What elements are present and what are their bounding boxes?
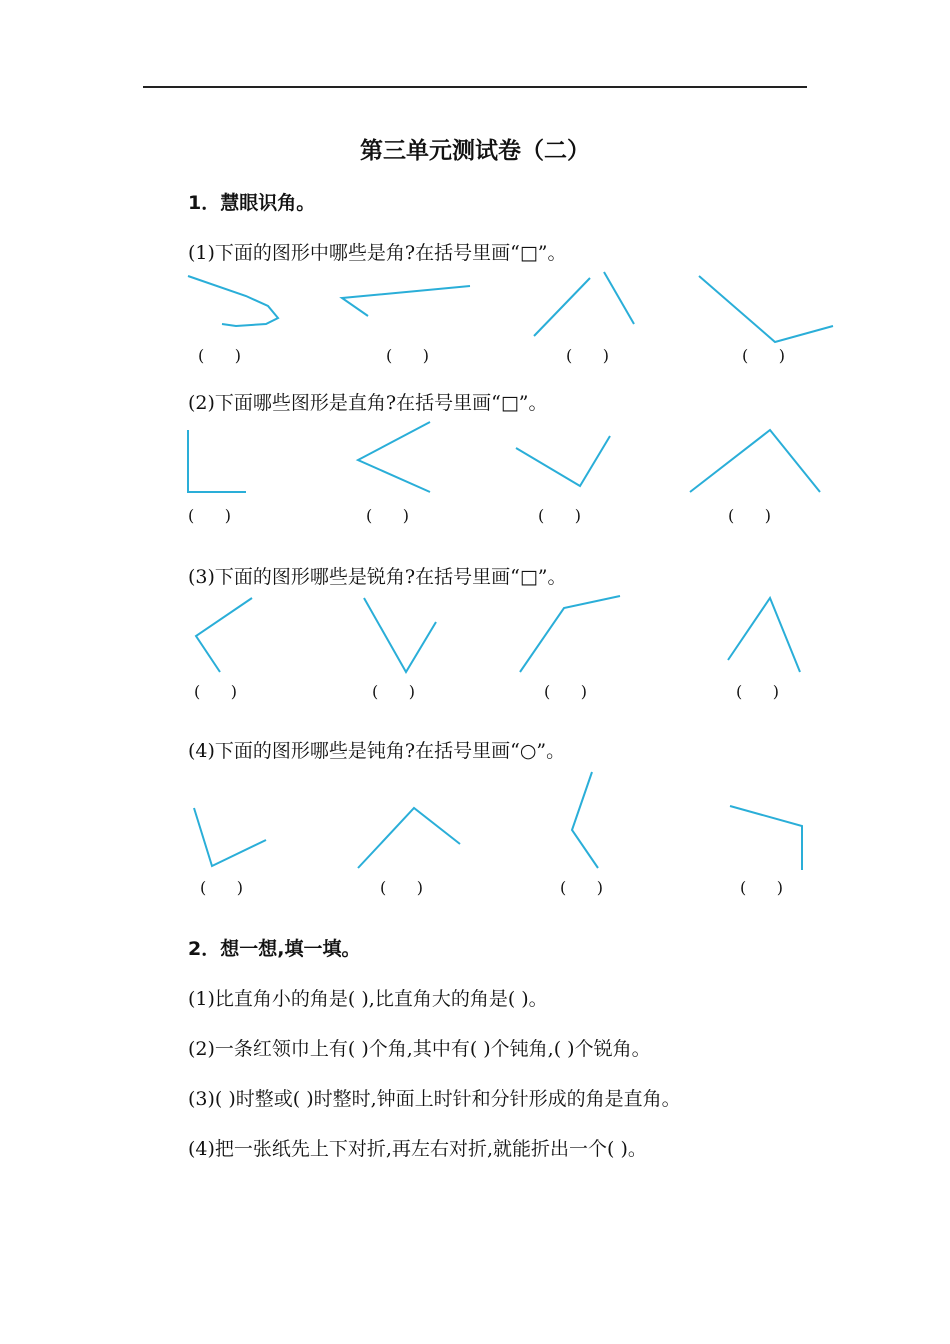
question-1-2: (2)下面哪些图形是直角?在括号里画“□”。: [188, 392, 548, 414]
answer-paren-1-2-b[interactable]: ( ): [366, 506, 409, 525]
figure-1-4-a: [190, 804, 270, 870]
top-rule: [143, 86, 807, 88]
figure-1-2-b: [354, 420, 436, 496]
figure-1-4-c: [566, 770, 602, 872]
page-title: 第三单元测试卷（二）: [360, 137, 590, 164]
figure-1-3-c: [518, 594, 624, 676]
answer-paren-1-1-b[interactable]: ( ): [386, 346, 429, 365]
figure-1-1-d: [697, 274, 837, 346]
answer-paren-1-3-d[interactable]: ( ): [736, 682, 779, 701]
question-2-3: (3)( )时整或( )时整时,钟面上时针和分针形成的角是直角。: [188, 1088, 681, 1110]
figure-1-1-b: [336, 282, 476, 322]
figure-1-2-a: [186, 428, 250, 496]
figure-1-3-a: [192, 596, 256, 676]
section-2-heading: 2．想一想,填一填。: [188, 938, 361, 960]
answer-paren-1-3-a[interactable]: ( ): [194, 682, 237, 701]
figure-1-1-c: [530, 270, 640, 340]
question-2-2: (2)一条红领巾上有( )个角,其中有( )个钝角,( )个锐角。: [188, 1038, 651, 1060]
answer-paren-1-2-d[interactable]: ( ): [728, 506, 771, 525]
figure-1-3-b: [360, 596, 440, 676]
answer-paren-1-4-a[interactable]: ( ): [200, 878, 243, 897]
question-2-4: (4)把一张纸先上下对折,再左右对折,就能折出一个( )。: [188, 1138, 647, 1160]
figure-1-3-d: [724, 594, 804, 676]
figure-1-4-b: [356, 804, 464, 872]
answer-paren-1-4-d[interactable]: ( ): [740, 878, 783, 897]
answer-paren-1-1-d[interactable]: ( ): [742, 346, 785, 365]
answer-paren-1-4-b[interactable]: ( ): [380, 878, 423, 897]
answer-paren-1-2-c[interactable]: ( ): [538, 506, 581, 525]
answer-paren-1-1-a[interactable]: ( ): [198, 346, 241, 365]
answer-paren-1-1-c[interactable]: ( ): [566, 346, 609, 365]
figure-1-2-d: [688, 428, 824, 496]
answer-paren-1-4-c[interactable]: ( ): [560, 878, 603, 897]
figure-1-1-a: [186, 272, 286, 332]
question-2-1: (1)比直角小的角是( ),比直角大的角是( )。: [188, 988, 548, 1010]
question-1-4: (4)下面的图形哪些是钝角?在括号里画“○”。: [188, 740, 566, 762]
section-1-heading: 1．慧眼识角。: [188, 192, 316, 214]
answer-paren-1-3-b[interactable]: ( ): [372, 682, 415, 701]
answer-paren-1-3-c[interactable]: ( ): [544, 682, 587, 701]
question-1-3: (3)下面的图形哪些是锐角?在括号里画“□”。: [188, 566, 567, 588]
figure-1-4-d: [728, 804, 808, 872]
answer-paren-1-2-a[interactable]: ( ): [188, 506, 231, 525]
question-1-1: (1)下面的图形中哪些是角?在括号里画“□”。: [188, 242, 567, 264]
figure-1-2-c: [514, 434, 614, 490]
